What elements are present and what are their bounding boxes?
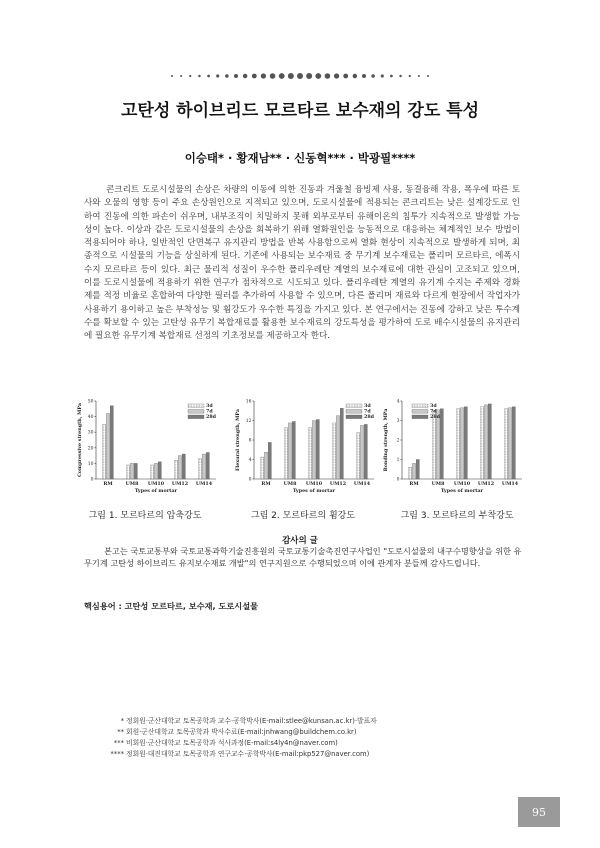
bar-28d-RM — [416, 460, 419, 480]
bar-3d-RM — [103, 424, 106, 479]
bar-28d-UM12 — [488, 404, 491, 479]
x-tick-label: UM10 — [453, 481, 471, 487]
y-tick-label: 2 — [396, 438, 400, 444]
y-tick-label: 0 — [90, 477, 94, 483]
x-tick-label: UM12 — [329, 481, 347, 487]
y-tick-label: 10 — [87, 461, 94, 467]
x-axis-title: Types of mortar — [292, 488, 336, 494]
footnote-text: 정회원·대진대학교 토목공학과 연구교수·공학박사(E-mail:pkp527@naver.com) — [126, 750, 370, 758]
legend-label-28d: 28d — [430, 414, 441, 421]
x-tick-label: UM14 — [195, 481, 213, 487]
bar-7d-UM10 — [460, 408, 463, 479]
y-tick-label: 4 — [396, 399, 400, 405]
dot — [399, 75, 401, 77]
dot — [390, 75, 393, 78]
dot — [343, 74, 348, 79]
bar-3d-UM12 — [481, 407, 484, 479]
y-tick-label: 4 — [248, 458, 252, 463]
y-axis-title: Bonding strength, MPa — [383, 408, 389, 472]
bar-7d-RM — [412, 463, 415, 479]
y-tick-label: 20 — [87, 446, 94, 452]
bar-7d-UM12 — [484, 405, 487, 479]
y-tick-label: 3 — [396, 419, 400, 424]
figure-3-caption: 그림 3. 모르타르의 부착강도 — [400, 511, 514, 521]
legend-swatch-3d — [412, 404, 428, 408]
x-axis-title: Types of mortar — [440, 488, 484, 494]
bar-7d-UM8 — [288, 423, 291, 479]
bar-3d-UM8 — [285, 428, 288, 479]
bar-3d-UM12 — [175, 460, 178, 479]
legend-label-28d: 28d — [364, 414, 375, 421]
abstract-text: 콘크리트 도로시설물의 손상은 차량의 이동에 의한 진동과 겨울철 융빙제 사용, 동결융해 작용, 폭우에 따른 토사와 오물의 영향 등이 주요 손상원인으로 지적되고 있으며, 도로시설물에 적용되는 콘크리트는 낮은 설계강도로 인하여 진동에 의한 파손이 쉬우며, 내부조직이 치밀하지 못해 외부로부터 유해이온의 침투가 지속적으로 발생할 가능성이 높다. 이상과 같은 도로시설물의 손상을 회복하기 위해 열화원인을 능동적으로 대응하는 체계적인 보수 방법이 적용되어야 하나, 일반적인 단면복구 유지관리 방법을 반복 사용함으로써 열화 현상이 지속적으로 발생하게 되며, 최종적으로 시설물의 기능을 상실하게 된다. 기존에 사용되는 보수재료 중 무기계 보수재료는 폴리머 모르타르, 에폭시수지 모르타르 등이 있다. 최근 물리적 성질이 우수한 폴리우레탄 계열의 보수재료에 대한 관심이 고조되고 있으며, 이를 도로시설물에 적용하기 위한 연구가 점차적으로 시도되고 있다. 폴리우레탄 계열의 유기계 수지는 주제와 경화제를 적정 비율로 혼합하여 다양한 필러를 추가하여 사용할 수 있으며, 다른 폴리머 재료와 다르게 현장에서 작업자가 사용하기 용이하고 높은 부착성능 및 휨강도가 우수한 특징을 가지고 있다. 본 연구에서는 진동에 강하고 낮은 투수계수를 확보할 수 있는 고탄성 유무기 복합재료를 활용한 보수재료의 강도특성을 평가하여 도로 배수시설물의 유지관리에 필요한 유무기계 복합재료 선정의 기초정보를 제공하고자 한다. — [84, 185, 520, 342]
bar-7d-RM — [106, 413, 109, 479]
dot — [315, 73, 321, 79]
bar-28d-UM8 — [292, 421, 295, 479]
dot — [279, 73, 285, 79]
bar-7d-UM14 — [508, 408, 511, 479]
dot — [427, 75, 429, 77]
bar-28d-UM10 — [158, 462, 161, 479]
x-tick-label: RM — [409, 481, 419, 487]
legend-swatch-28d — [346, 415, 362, 419]
y-tick-label: 50 — [87, 399, 94, 405]
x-tick-label: UM8 — [283, 481, 297, 487]
x-tick-label: RM — [103, 481, 113, 487]
bonding-strength-chart — [380, 393, 530, 505]
decorative-dot-rule — [0, 71, 600, 81]
x-tick-label: UM10 — [305, 481, 323, 487]
bar-3d-UM10 — [309, 428, 312, 479]
legend-label-28d: 28d — [206, 414, 217, 421]
footnote-text: 비회원·군산대학교 토목공학과 석사과정(E-mail:s4ly4n@naver.com) — [126, 739, 338, 747]
dot — [261, 73, 266, 78]
bar-3d-RM — [261, 457, 264, 479]
footnote-mark: *** — [113, 739, 124, 747]
bar-28d-UM8 — [440, 409, 443, 479]
dot — [171, 75, 173, 77]
dot — [325, 73, 331, 79]
y-tick-label: 1 — [396, 458, 400, 463]
bar-3d-UM8 — [127, 465, 130, 479]
footnote-mark: * — [120, 717, 124, 725]
legend-swatch-3d — [188, 404, 204, 408]
bar-7d-UM12 — [178, 456, 181, 479]
y-tick-label: 0 — [248, 477, 252, 483]
y-tick-label: 30 — [87, 430, 94, 436]
bar-3d-UM14 — [505, 409, 508, 479]
dot — [409, 75, 411, 77]
figure-3 — [380, 393, 530, 505]
bar-28d-UM14 — [206, 452, 209, 479]
keywords: 핵심용어 : 고탄성 모르타르, 보수재, 도로시설물 — [84, 601, 259, 611]
dot — [288, 73, 294, 79]
x-tick-label: RM — [261, 481, 271, 487]
bar-7d-UM12 — [336, 416, 339, 479]
dot — [381, 74, 384, 77]
x-tick-label: UM10 — [147, 481, 165, 487]
y-axis-title: Flexural strength, MPa — [235, 408, 241, 472]
x-tick-label: UM14 — [501, 481, 519, 487]
y-tick-label: 8 — [248, 438, 252, 444]
dot — [225, 74, 229, 78]
bar-28d-RM — [268, 442, 271, 479]
y-tick-label: 12 — [245, 419, 252, 424]
legend-label-3d: 3d — [206, 403, 213, 410]
legend-swatch-3d — [346, 404, 362, 408]
legend-swatch-28d — [412, 415, 428, 419]
bar-7d-RM — [264, 452, 267, 479]
bar-7d-UM8 — [130, 463, 133, 479]
legend-swatch-7d — [346, 410, 362, 414]
bar-28d-UM8 — [134, 463, 137, 479]
bar-28d-UM10 — [464, 407, 467, 479]
legend-swatch-7d — [412, 410, 428, 414]
dot — [418, 75, 420, 77]
figure-1-caption: 그림 1. 모르타르의 압축강도 — [88, 511, 202, 521]
y-tick-label: 0 — [396, 477, 400, 483]
bar-3d-UM10 — [457, 409, 460, 479]
legend-label-7d: 7d — [364, 408, 371, 415]
legend-label-3d: 3d — [430, 403, 437, 410]
figure-2-caption: 그림 2. 모르타르의 휨강도 — [250, 511, 356, 521]
bar-28d-UM12 — [340, 408, 343, 479]
dot — [353, 74, 357, 78]
y-axis-title: Compressive strength, MPa — [77, 402, 83, 478]
page-number: 95 — [518, 797, 560, 827]
footnote-1 — [84, 716, 524, 727]
dot — [216, 74, 219, 77]
bar-3d-UM14 — [199, 459, 202, 479]
bar-3d-UM10 — [151, 465, 154, 479]
dot — [252, 74, 257, 79]
bar-28d-UM14 — [364, 424, 367, 479]
x-tick-label: UM12 — [477, 481, 495, 487]
legend-swatch-28d — [188, 415, 204, 419]
footnote-mark: **** — [110, 750, 124, 758]
dot — [180, 75, 182, 77]
dot — [371, 74, 375, 78]
paper-title: 고탄성 하이브리드 모르타르 보수재의 강도 특성 — [120, 101, 480, 121]
footnote-text: 정회원·군산대학교 토목공학과 교수·공학박사(E-mail:stlee@kunsan.ac.kr)·발표자 — [126, 717, 377, 725]
bar-3d-UM12 — [333, 423, 336, 479]
figure-1 — [74, 393, 224, 505]
footnote-text: 회원·군산대학교 토목공학과 박사수료(E-mail:jnhwang@buildchem.co.kr) — [126, 728, 357, 736]
y-tick-label: 16 — [245, 399, 252, 405]
dot — [198, 75, 200, 77]
x-axis-title: Types of mortar — [134, 488, 178, 494]
bar-7d-UM10 — [312, 421, 315, 480]
x-tick-label: UM12 — [171, 481, 189, 487]
bar-3d-RM — [409, 467, 412, 479]
dot — [297, 73, 303, 79]
bar-28d-RM — [110, 406, 113, 479]
legend-label-7d: 7d — [430, 408, 437, 415]
bar-28d-UM12 — [182, 454, 185, 479]
dot — [189, 75, 191, 77]
bar-7d-UM14 — [360, 425, 363, 479]
y-tick-label: 40 — [87, 415, 94, 421]
bar-7d-UM10 — [154, 463, 157, 479]
dot — [234, 74, 238, 78]
footnote-mark: ** — [117, 728, 124, 736]
dot — [270, 73, 276, 79]
legend-swatch-7d — [188, 410, 204, 414]
acknowledgement-body: 본고는 국토교통부와 국토교통과학기술진흥원의 국토교통기술촉진연구사업인 "도로시설물의 내구수명향상을 위한 유무기계 고탄성 하이브리드 유지보수재료 개발"의 연구지원으로 수행되었으며 이에 관계자 분들께 감사드립니다. — [84, 546, 522, 568]
legend-label-3d: 3d — [364, 403, 371, 410]
author-list: 이승태* · 황재남** · 신동혁*** · 박광필**** — [184, 151, 416, 165]
bar-7d-UM14 — [202, 454, 205, 479]
footnote-3 — [84, 738, 524, 749]
legend-label-7d: 7d — [206, 408, 213, 415]
acknowledgement-title: 감사의 글 — [282, 536, 318, 546]
dot — [334, 73, 339, 78]
bar-3d-UM14 — [357, 433, 360, 479]
bar-3d-UM8 — [433, 411, 436, 479]
x-tick-label: UM14 — [353, 481, 371, 487]
bar-28d-UM14 — [512, 407, 515, 479]
dot — [207, 75, 210, 78]
footnote-2 — [84, 727, 524, 738]
flexural-strength-chart — [232, 393, 382, 505]
dot — [243, 74, 247, 78]
x-tick-label: UM8 — [431, 481, 445, 487]
figure-2 — [232, 393, 382, 505]
x-tick-label: UM8 — [125, 481, 139, 487]
compressive-strength-chart — [74, 393, 224, 505]
footnotes — [84, 716, 524, 760]
dot — [306, 73, 312, 79]
bar-28d-UM10 — [316, 420, 319, 479]
dot — [362, 74, 366, 78]
footnote-4 — [84, 749, 524, 760]
